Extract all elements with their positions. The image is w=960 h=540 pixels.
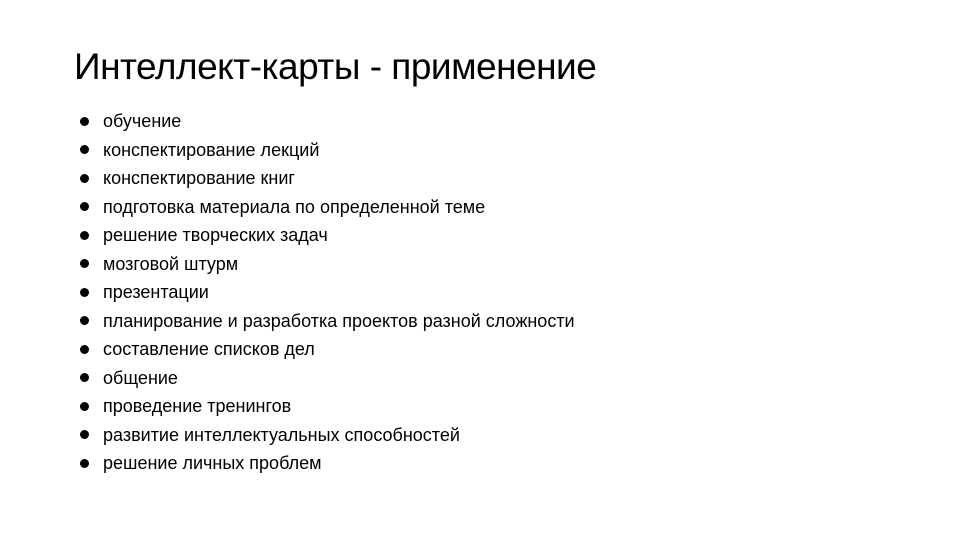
- bullet-icon: [80, 259, 89, 268]
- list-item-text: конспектирование книг: [103, 168, 295, 189]
- list-item-text: мозговой штурм: [103, 253, 239, 274]
- list-item-text: презентации: [103, 282, 209, 303]
- list-item: [74, 136, 575, 165]
- list-item-text: подготовка материала по определенной теме: [103, 196, 486, 217]
- bullet-icon: [80, 231, 89, 240]
- list-item: [74, 221, 575, 250]
- bullet-icon: [80, 345, 89, 354]
- list-item-text: решение личных проблем: [103, 453, 322, 474]
- list-item: [74, 392, 575, 421]
- bullet-icon: [80, 145, 89, 154]
- list-item: [74, 250, 575, 279]
- slide-title: Интеллект-карты - применение: [74, 46, 597, 87]
- list-item-text: общение: [103, 367, 178, 388]
- bullet-icon: [80, 373, 89, 382]
- bullet-icon: [80, 316, 89, 325]
- list-item-text: решение творческих задач: [103, 225, 328, 246]
- list-item: [74, 335, 575, 364]
- list-item: [74, 107, 575, 136]
- list-item: [74, 449, 575, 478]
- list-item: [74, 364, 575, 393]
- list-item-text: конспектирование лекций: [103, 139, 320, 160]
- list-item-text: развитие интеллектуальных способностей: [103, 424, 460, 445]
- bullet-icon: [80, 117, 89, 126]
- list-item-text: составление списков дел: [103, 339, 315, 360]
- list-item: [74, 421, 575, 450]
- list-item: [74, 164, 575, 193]
- list-item-text: проведение тренингов: [103, 396, 292, 417]
- list-item-text: обучение: [103, 111, 182, 132]
- bullet-icon: [80, 288, 89, 297]
- bullet-list: [74, 107, 575, 478]
- bullet-icon: [80, 402, 89, 411]
- list-item: [74, 193, 575, 222]
- bullet-icon: [80, 202, 89, 211]
- list-item: [74, 278, 575, 307]
- list-item-text: планирование и разработка проектов разной сложности: [103, 310, 575, 331]
- bullet-icon: [80, 174, 89, 183]
- bullet-icon: [80, 459, 89, 468]
- bullet-icon: [80, 430, 89, 439]
- list-item: [74, 307, 575, 336]
